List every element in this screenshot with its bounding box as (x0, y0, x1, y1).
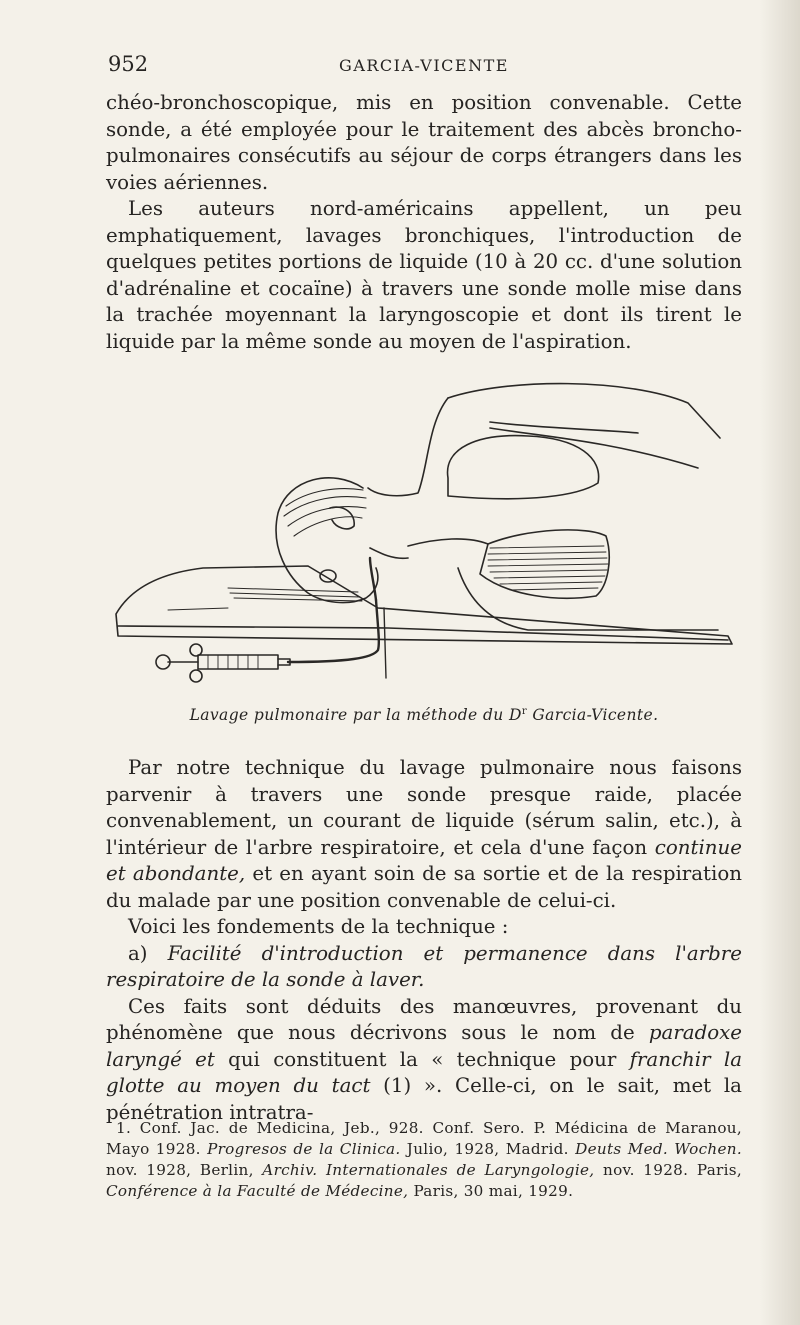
chest-line (408, 539, 488, 546)
text-run: Paris, 30 mai, 1929. (408, 1182, 574, 1200)
syringe-ring-bottom (190, 670, 202, 682)
text-run: (1) ». Celle-ci, on le sait, met la pénétration intratra- (106, 1074, 742, 1124)
page-header (108, 52, 740, 78)
page-edge-shadow (760, 0, 800, 1325)
text-run: qui constituent la « technique pour (214, 1047, 630, 1071)
italic-run: paradoxe laryngé et (106, 1021, 742, 1071)
list-label: a) (128, 941, 168, 965)
caption-text: Lavage pulmonaire par la méthode du D (189, 706, 522, 725)
body-text-bottom (106, 755, 742, 1126)
running-head: GARCIA-VICENTE (339, 56, 509, 75)
paragraph (106, 994, 742, 1127)
caption-text-end: Garcia-Vicente. (527, 706, 659, 725)
paragraph: Voici les fondements de la technique : (128, 915, 509, 938)
drain-tube (384, 608, 386, 678)
footnote (106, 1118, 742, 1202)
body-text-top (106, 90, 742, 355)
head-outline (276, 478, 378, 603)
italic-run: Conférence à la Faculté de Médecine, (106, 1182, 409, 1200)
text-run: 1. Conf. Jac. de Medicina, Jeb., 928. Conf. Sero. P. Médicina de Maranou, Mayo 1928. (106, 1119, 742, 1158)
text-run: Ces faits sont déduits des manœuvres, provenant du phénomène que nous décrivons sous le nom de (106, 994, 742, 1044)
italic-run: Facilité d'introduction et permanence dans l'arbre respiratoire de la sonde à laver. (106, 941, 742, 991)
lung-hatching (488, 546, 608, 590)
back-line (368, 398, 448, 496)
paragraph (106, 755, 742, 914)
mattress-hatching (168, 588, 362, 610)
footnotes (106, 1118, 742, 1202)
sonde-tube (288, 600, 379, 662)
italic-run: Archiv. Internationales de Laryngologie, (262, 1161, 595, 1179)
text-run: et en ayant soin de sa sortie et de la respiration du malade par une position convenable de celui-ci. (106, 862, 742, 912)
neck-line (370, 548, 408, 558)
lavage-illustration (108, 378, 738, 698)
italic-run: franchir la glotte au moyen du tact (106, 1047, 743, 1097)
hair-strokes (284, 489, 366, 536)
figure-caption (108, 706, 740, 724)
syringe-ring-top (190, 644, 202, 656)
torso-line (458, 568, 718, 630)
italic-run: Deuts Med. Wochen. (575, 1140, 742, 1158)
page-number: 952 (108, 52, 149, 76)
italic-run: continue et abondante, (106, 835, 742, 885)
upper-lung (448, 436, 599, 499)
text-run: nov. 1928, Berlin, (106, 1161, 263, 1179)
text-run: Par notre technique du lavage pulmonaire nous faisons parvenir à travers une sonde presque raide, placée convenablement, un courant de liquide (sérum salin, etc.), à l'intérieur de l'arbre respiratoire, et cela d'une façon (106, 756, 742, 859)
paragraph: chéo-bronchoscopique, mis en position convenable. Cette sonde, a été employée pour le traitement des abcès broncho-pulmonaires consécutifs au séjour de corps étrangers dans les voies aériennes. (106, 91, 742, 194)
caption-superscript: r (521, 706, 528, 717)
syringe-hatching (208, 655, 258, 669)
paragraph: Les auteurs nord-américains appellent, un peu emphatiquement, lavages bronchiques, l'introduction de quelques petites portions de liquide (10 à 20 cc. d'une solution d'adrénaline et cocaïne) à travers une sonde molle mise dans la trachée moyennant la laryngoscopie et dont ils tirent le liquide par la même sonde au moyen de l'aspiration. (106, 197, 742, 353)
text-run: Julio, 1928, Madrid. (400, 1140, 576, 1158)
mattress-outline (116, 566, 732, 644)
paragraph (106, 941, 742, 994)
italic-run: Progresos de la Clinica. (207, 1140, 401, 1158)
eye (320, 570, 336, 582)
text-run: nov. 1928. Paris, (594, 1161, 742, 1179)
